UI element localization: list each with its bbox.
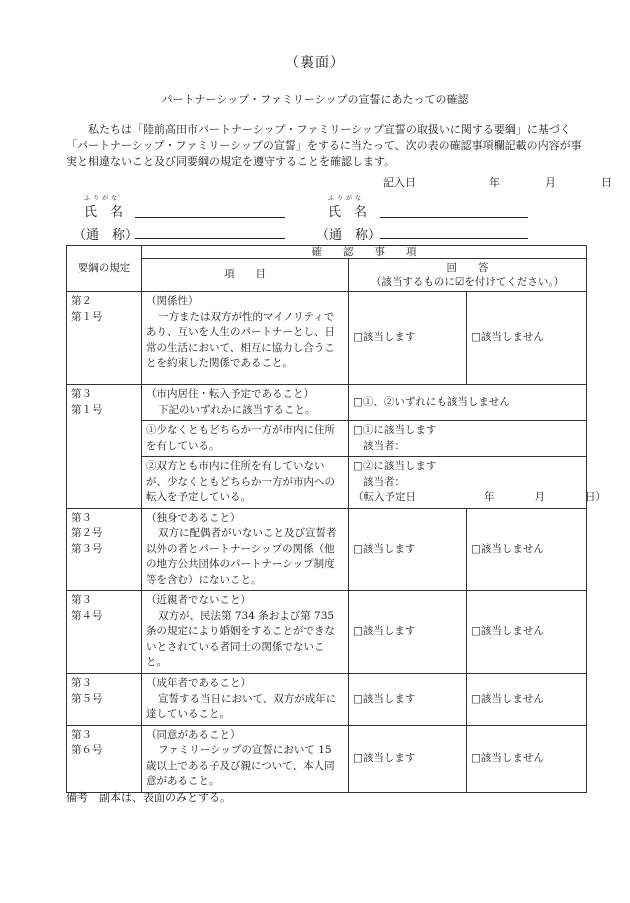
checkbox-applies-row4[interactable]: □該当します [349, 591, 467, 674]
header-confirm: 確 認 事 項 [142, 246, 587, 259]
date-row [383, 174, 612, 190]
header-item: 項 目 [142, 259, 349, 292]
checkbox-not-applies-row5[interactable]: □該当しません [467, 674, 587, 726]
row-item-body: 下記のいずれかに該当すること。 [158, 403, 316, 416]
table-row [67, 591, 587, 674]
remarks-note: 備考 副本は、表面のみとする。 [66, 791, 231, 804]
name-label-left: 氏 名 [84, 205, 124, 220]
row-rule: 第３ 第５号 [67, 674, 142, 726]
row-subitem-1: ①少なくともどちらか一方が市内に住所を有している。 [142, 421, 349, 457]
alias-field-left[interactable] [135, 237, 285, 239]
row-item-body: 宣誓する当日において、双方が成年に達していること。 [146, 692, 337, 720]
confirmation-table [66, 245, 606, 793]
table-row [67, 421, 587, 457]
header-answer-note: （該当するものに☑を付けてください。） [370, 276, 565, 288]
row-subanswer-1 [349, 421, 587, 457]
row-item-body: 双方に配偶者がいないこと及び宣誓者以外の者とパートナーシップの関係（他の地方公共団体のパートナーシップ制度等を含む）にないこと。 [146, 527, 337, 586]
row-item-title: （関係性） [146, 295, 199, 307]
applicant-label-1: 該当者： [363, 439, 405, 452]
table-row [67, 457, 587, 509]
row-item [142, 674, 349, 726]
name-field-left[interactable] [135, 216, 285, 218]
move-in-year: 年 [484, 491, 495, 503]
row-item-title: （近親者でないこと） [146, 594, 251, 606]
page-title: パートナーシップ・ファミリーシップの宣誓にあたっての確認 [161, 93, 469, 106]
header-answer-label: 回 答 [446, 262, 489, 274]
table-row [67, 674, 587, 726]
date-day-label: 日 [601, 176, 612, 189]
row-item [142, 292, 349, 385]
page-heading: （裏面） [285, 55, 345, 71]
alias-label-right: （通 称） [316, 228, 382, 243]
table-row [67, 508, 587, 591]
row-item [142, 591, 349, 674]
row-item [142, 725, 349, 792]
row-item-body: 双方が、民法第 734 条および第 735 条の規定により婚姻をすることができないとされている者同士の関係でないこと。 [146, 609, 335, 668]
checkbox-option2-row2[interactable]: □②に該当します [353, 460, 437, 472]
move-in-day: 日） [585, 491, 606, 503]
applicant-label-2: 該当者： [363, 475, 405, 488]
furigana-left: ふりがな [84, 195, 121, 202]
move-in-date-label: （転入予定日 [353, 491, 416, 503]
checkbox-applies-row6[interactable]: □該当します [349, 725, 467, 792]
header-rule: 要綱の規定 [67, 246, 142, 292]
row-rule: 第３ 第２号 第３号 [67, 508, 142, 591]
date-year-label: 年 [489, 176, 500, 189]
row-rule: 第２ 第１号 [67, 292, 142, 385]
row-subanswer-2 [349, 457, 606, 509]
row-item [142, 508, 349, 591]
move-in-month: 月 [534, 491, 545, 503]
move-in-date [353, 490, 606, 506]
row-rule: 第３ 第６号 [67, 725, 142, 792]
alias-field-right[interactable] [380, 237, 528, 239]
row-item-body: 一方または双方が性的マイノリティであり、互いを人生のパートナーとし、日常の生活において、相互に協力し合うことを約束した関係であること。 [146, 310, 335, 369]
date-month-label: 月 [545, 176, 556, 189]
checkbox-applies-row3[interactable]: □該当します [349, 508, 467, 591]
checkbox-option1-row2[interactable]: □①に該当します [353, 424, 437, 436]
date-label: 記入日 [383, 176, 416, 189]
row-item-title: （成年者であること） [146, 677, 251, 689]
row-rule: 第３ 第１号 [67, 385, 142, 509]
checkbox-applies-row1[interactable]: □該当します [349, 292, 467, 385]
furigana-right: ふりがな [328, 195, 365, 202]
name-label-right: 氏 名 [328, 205, 368, 220]
checkbox-not-applies-row3[interactable]: □該当しません [467, 508, 587, 591]
row-rule: 第３ 第４号 [67, 591, 142, 674]
row-item [142, 385, 349, 421]
row-item-body: ファミリーシップの宣誓において 15 歳以上である子及び親について、本人同意があること。 [146, 744, 335, 787]
row-item-title: （独身であること） [146, 511, 241, 524]
table-row [67, 292, 587, 385]
alias-label-left: （通 称） [73, 228, 139, 243]
checkbox-not-applies-row4[interactable]: □該当しません [467, 591, 587, 674]
intro-text: 私たちは「陸前高田市パートナーシップ・ファミリーシップ宣誓の取扱いに関する要綱」に基づく「パートナーシップ・ファミリーシップの宣誓」をするに当たって、次の表の確認事項欄記載の内容が事実と相違ないこと及び同要綱の規定を遵守することを確認します。 [66, 123, 582, 168]
table-row [67, 385, 587, 421]
checkbox-not-applies-row6[interactable]: □該当しません [467, 725, 587, 792]
checkbox-neither-row2[interactable]: □①、②いずれにも該当しません [349, 385, 587, 421]
table-row [67, 725, 587, 792]
checkbox-applies-row5[interactable]: □該当します [349, 674, 467, 726]
header-answer [349, 259, 587, 292]
row-item-title: （同意があること） [146, 728, 241, 741]
row-subitem-2: ②双方とも市内に住所を有していないが、少なくともどちらか一方が市内への転入を予定している。 [142, 457, 349, 509]
row-item-title: （市内居住・転入予定であること） [146, 388, 314, 400]
name-field-right[interactable] [380, 216, 528, 218]
checkbox-not-applies-row1[interactable]: □該当しません [467, 292, 587, 385]
